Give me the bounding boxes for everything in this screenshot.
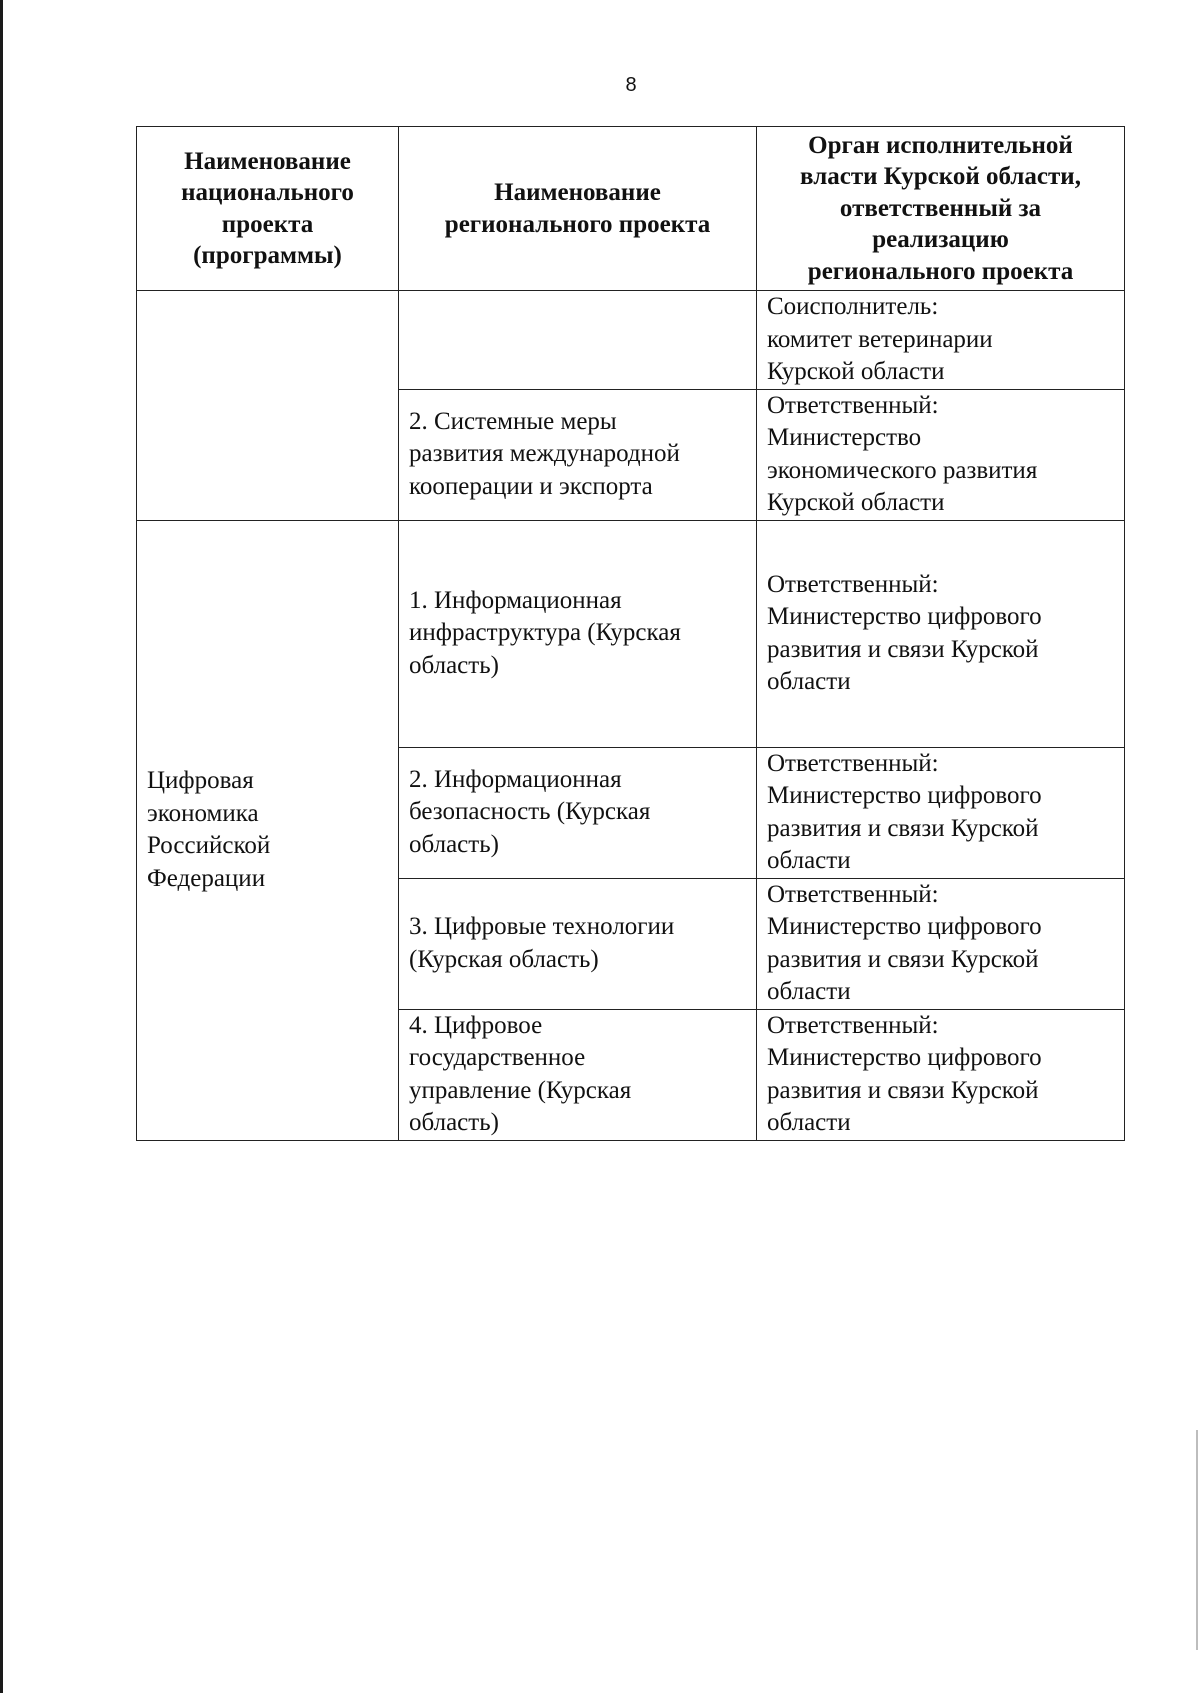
table-header-row — [137, 127, 1125, 291]
responsible-body-cell: Ответственный: Министерство цифрового развития и связи Курской области — [757, 747, 1125, 878]
table-row — [137, 520, 1125, 747]
national-project-cell-empty — [137, 291, 399, 521]
national-project-cell: Цифровая экономика Российской Федерации — [137, 520, 399, 1140]
scan-edge-right — [1196, 1430, 1198, 1650]
regional-project-cell: 3. Цифровые технологии (Курская область) — [399, 878, 757, 1009]
responsible-body-cell: Ответственный: Министерство цифрового развития и связи Курской области — [757, 1009, 1125, 1140]
scan-edge-left — [0, 0, 3, 1693]
responsible-body-cell: Ответственный: Министерство экономического развития Курской области — [757, 389, 1125, 520]
header-responsible-body: Орган исполнительной власти Курской области, ответственный за реализацию регионального проекта — [757, 127, 1125, 291]
header-regional-project: Наименование регионального проекта — [399, 127, 757, 291]
table-row — [137, 291, 1125, 390]
projects-table — [136, 126, 1125, 1141]
regional-project-cell: 4. Цифровое государственное управление (Курская область) — [399, 1009, 757, 1140]
page-number: 8 — [625, 74, 637, 96]
responsible-body-cell: Ответственный: Министерство цифрового развития и связи Курской области — [757, 878, 1125, 1009]
regional-project-cell: 2. Системные меры развития международной кооперации и экспорта — [399, 389, 757, 520]
regional-project-cell: 2. Информационная безопасность (Курская область) — [399, 747, 757, 878]
responsible-body-cell: Соисполнитель: комитет ветеринарии Курской области — [757, 291, 1125, 390]
regional-project-cell: 1. Информационная инфраструктура (Курская область) — [399, 520, 757, 747]
responsible-body-cell: Ответственный: Министерство цифрового развития и связи Курской области — [757, 520, 1125, 747]
regional-project-cell — [399, 291, 757, 390]
header-national-project: Наименование национального проекта (программы) — [137, 127, 399, 291]
